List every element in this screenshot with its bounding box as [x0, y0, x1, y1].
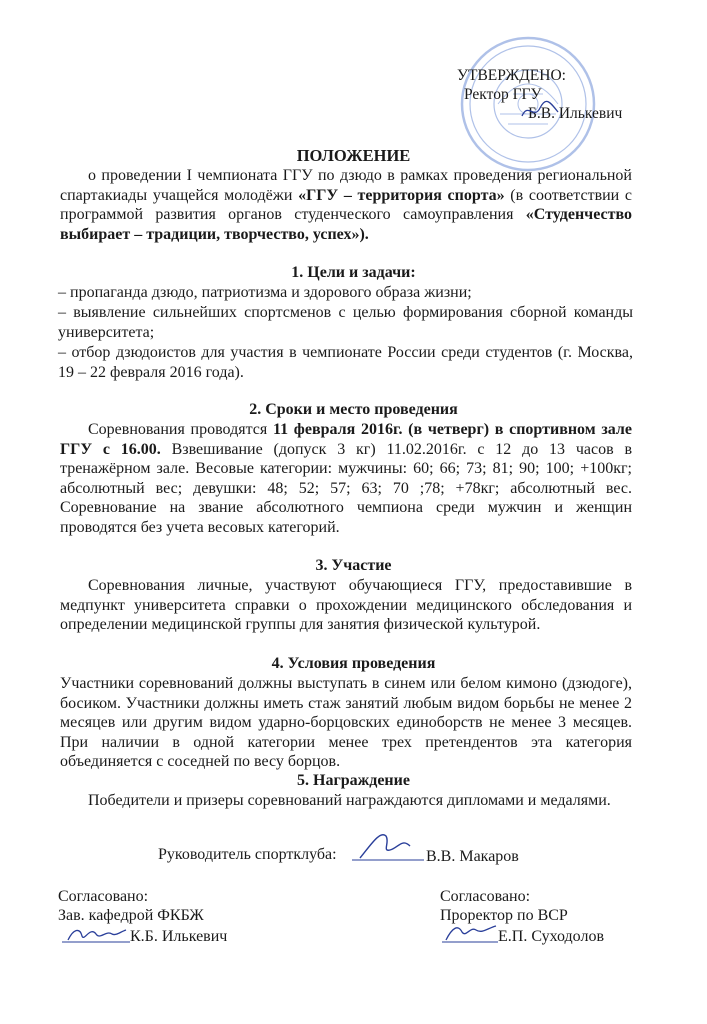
right-agreed-position: Проректор по ВСР — [440, 907, 568, 924]
intro-paragraph — [60, 166, 632, 244]
intro-text-2: (в соответствии с программой развития органов студенческого самоуправления — [60, 186, 633, 224]
left-agreed-position: Зав. кафедрой ФКБЖ — [58, 907, 204, 924]
section-5-paragraph — [60, 791, 632, 811]
approval-name: Б.В. Илькевич — [528, 105, 623, 122]
left-agreed-name: К.Б. Илькевич — [130, 928, 228, 945]
section-2-text-1: Соревнования проводятся — [88, 421, 273, 438]
left-agreed-signature — [60, 920, 132, 948]
section-3-heading: 3. Участие — [315, 557, 392, 574]
intro-bold-1: «ГГУ – территория спорта» — [298, 186, 505, 204]
section-4-text: Участники соревнований должны выступать в синем или белом кимоно (дзюдоге), босиком. Участники должны иметь стаж занятий любым видом борьбы не менее 2 месяцев или другим видом ударно-борцовских единоборств не менее 3 месяцев. При наличии в одной категории менее трех претендентов эта категория объединяется с соседней по весу борцов. — [60, 675, 632, 771]
club-head-name: В.В. Макаров — [426, 848, 519, 865]
approval-block — [452, 66, 682, 123]
document-title: ПОЛОЖЕНИЕ — [296, 146, 411, 165]
section-4-heading: 4. Условия проведения — [271, 655, 436, 672]
section-5-text: Победители и призеры соревнований награждаются дипломами и медалями. — [88, 792, 611, 809]
section-4-paragraph — [60, 674, 632, 772]
approval-heading: УТВЕРЖДЕНО: — [457, 67, 566, 84]
section-3-paragraph — [60, 576, 632, 635]
approval-position: Ректор ГГУ — [464, 86, 542, 103]
intro-bold-2: «Студенчество выбирает – традиции, творчество, успех»). — [60, 206, 632, 243]
right-agreed-label: Согласовано: — [440, 888, 531, 905]
section-2-text-2: Взвешивание (допуск 3 кг) 11.02.2016г. с 12 до 13 часов в тренажёрном зале. Весовые категории: мужчины: 60; 66; 73; 81; 90; 100; +100кг; абсолютный вес; девушки: 48; 52; 57; 63; 70 ;78; +78кг; абсолютный вес. Соревнование на звание абсолютного чемпиона среди мужчин и женщин проводятся без учета весовых категорий. — [60, 440, 632, 536]
goal-item: – отбор дзюдоистов для участия в чемпионате России среди студентов (г. Москва, 19 – 22 февраля 2016 года). — [58, 344, 633, 381]
section-5-heading: 5. Награждение — [297, 772, 410, 789]
section-1-heading: 1. Цели и задачи: — [291, 264, 416, 281]
intro-text-1: о проведении I чемпионата ГГУ по дзюдо в рамках проведения региональной спартакиады учащейся молодёжи — [60, 167, 632, 204]
section-3-text: Соревнования личные, участвуют обучающиеся ГГУ, предоставившие в медпункт университета справки о прохождении медицинского обследования и определении медицинской группы для занятия физической культурой. — [60, 577, 632, 634]
left-agreed-label: Согласовано: — [58, 888, 149, 905]
rector-signature — [520, 98, 560, 122]
club-head-signature — [350, 826, 426, 866]
section-2-paragraph — [60, 420, 632, 538]
goal-item: – выявление сильнейших спортсменов с целью формирования сборной команды университета; — [58, 304, 633, 341]
right-agreed-name: Е.П. Суходолов — [498, 928, 604, 945]
section-2-bold: 11 февраля 2016г. (в четверг) в спортивном зале ГГУ с 16.00. — [60, 421, 633, 458]
section-2-heading: 2. Сроки и место проведения — [249, 401, 458, 418]
right-agreed-signature — [440, 918, 500, 946]
goal-item: – пропаганда дзюдо, патриотизма и здорового образа жизни; — [58, 284, 472, 301]
club-head-label: Руководитель спортклуба: — [158, 846, 337, 863]
